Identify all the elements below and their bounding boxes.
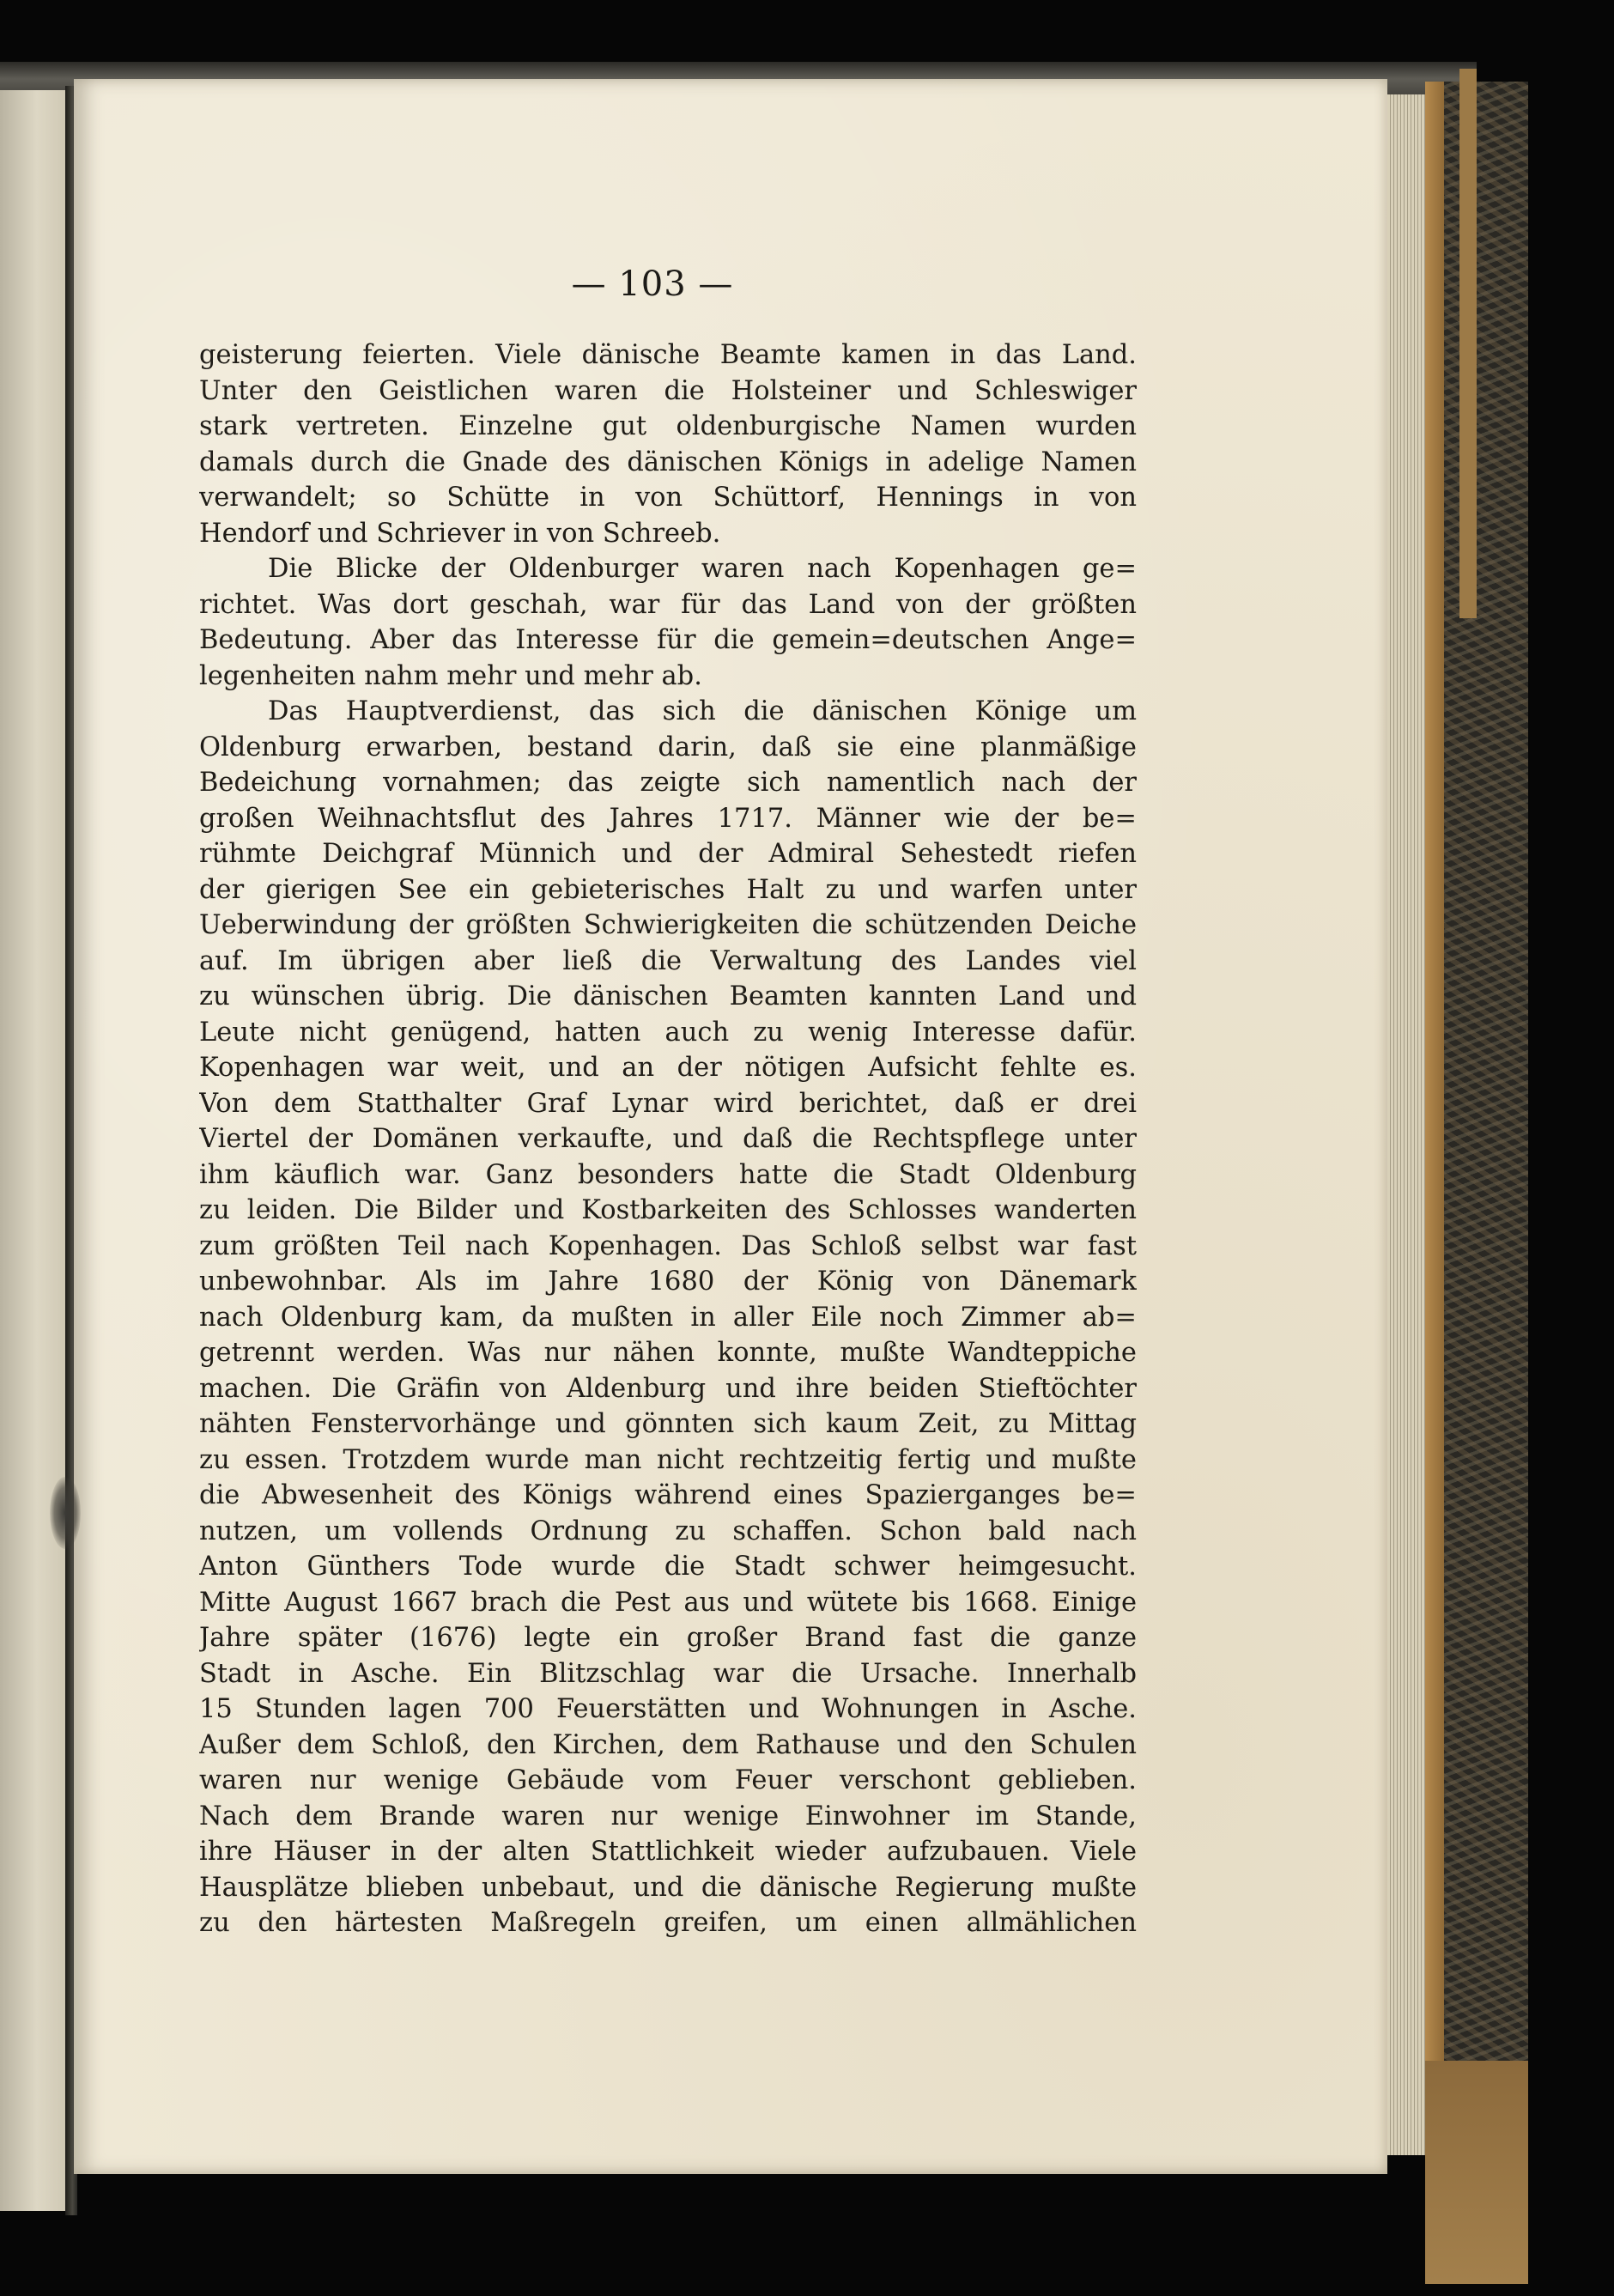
text-line: waren nur wenige Gebäude vom Feuer verschont geblieben. bbox=[199, 1765, 1137, 1795]
text-line: nähten Fenstervorhänge und gönnten sich kaum Zeit, zu Mittag bbox=[199, 1409, 1137, 1439]
text-line: Bedeichung vornahmen; das zeigte sich namentlich nach der bbox=[199, 768, 1137, 798]
text-line: Nach dem Brande waren nur wenige Einwohner im Stande, bbox=[199, 1801, 1137, 1831]
text-line: Das Hauptverdienst, das sich die dänischen Könige um bbox=[268, 696, 1137, 726]
text-line: machen. Die Gräfin von Aldenburg und ihre beiden Stieftöchter bbox=[199, 1373, 1137, 1404]
text-line: der gierigen See ein gebieterisches Halt zu und warfen unter bbox=[199, 874, 1137, 905]
text-line: rühmte Deichgraf Münnich und der Admiral Sehestedt riefen bbox=[199, 839, 1137, 869]
cover-leather-edge bbox=[1425, 82, 1444, 2280]
text-line: verwandelt; so Schütte in von Schüttorf, Hennings in von bbox=[199, 483, 1137, 513]
text-line: nutzen, um vollends Ordnung zu schaffen. Schon bald nach bbox=[199, 1515, 1137, 1546]
text-line: zu wünschen übrig. Die dänischen Beamten kannten Land und bbox=[199, 981, 1137, 1011]
text-line: großen Weihnachtsflut des Jahres 1717. Männer wie der be= bbox=[199, 803, 1137, 834]
text-line: geisterung feierten. Viele dänische Beamte kamen in das Land. bbox=[199, 340, 1137, 370]
text-line: zum größten Teil nach Kopenhagen. Das Schloß selbst war fast bbox=[199, 1230, 1137, 1261]
text-line: ihm käuflich war. Ganz besonders hatte die Stadt Oldenburg bbox=[199, 1159, 1137, 1190]
text-line: Jahre später (1676) legte ein großer Brand fast die ganze bbox=[199, 1623, 1137, 1653]
text-line: Von dem Statthalter Graf Lynar wird berichtet, daß er drei bbox=[199, 1088, 1137, 1119]
text-line: stark vertreten. Einzelne gut oldenburgische Namen wurden bbox=[199, 411, 1137, 441]
text-line: zu den härtesten Maßregeln greifen, um einen allmählichen bbox=[199, 1908, 1137, 1938]
cover-corner-leather bbox=[1459, 69, 1477, 618]
text-line: Kopenhagen war weit, und an der nötigen Aufsicht fehlte es. bbox=[199, 1053, 1137, 1083]
text-line: damals durch die Gnade des dänischen Königs in adelige Namen bbox=[199, 446, 1137, 477]
text-line: nach Oldenburg kam, da mußten in aller Eile noch Zimmer ab= bbox=[199, 1302, 1137, 1333]
text-line: Anton Günthers Tode wurde die Stadt schwer heimgesucht. bbox=[199, 1552, 1137, 1582]
text-line: Bedeutung. Aber das Interesse für die gemein=deutschen Ange= bbox=[199, 625, 1137, 655]
text-line: legenheiten nahm mehr und mehr ab. bbox=[199, 660, 702, 691]
text-line: Stadt in Asche. Ein Blitzschlag war die Ursache. Innerhalb bbox=[199, 1658, 1137, 1689]
text-line: Mitte August 1667 brach die Pest aus und wütete bis 1668. Einige bbox=[199, 1587, 1137, 1618]
text-line: zu essen. Trotzdem wurde man nicht rechtzeitig fertig und mußte bbox=[199, 1444, 1137, 1475]
text-line: Außer dem Schloß, den Kirchen, dem Rathause und den Schulen bbox=[199, 1729, 1137, 1760]
text-line: Hausplätze blieben unbebaut, und die dänische Regierung mußte bbox=[199, 1872, 1137, 1903]
text-line: ihre Häuser in der alten Stattlichkeit wieder aufzubauen. Viele bbox=[199, 1837, 1137, 1867]
text-line: Unter den Geistlichen waren die Holsteiner und Schleswiger bbox=[199, 375, 1137, 406]
text-line: Leute nicht genügend, hatten auch zu wenig Interesse dafür. bbox=[199, 1017, 1137, 1048]
text-line: Hendorf und Schriever in von Schreeb. bbox=[199, 518, 721, 549]
text-line: Ueberwindung der größten Schwierigkeiten die schützenden Deiche bbox=[199, 910, 1137, 940]
text-line: zu leiden. Die Bilder und Kostbarkeiten des Schlosses wanderten bbox=[199, 1195, 1137, 1225]
ink-stain bbox=[50, 1477, 81, 1549]
text-line: Viertel der Domänen verkaufte, und daß die Rechtspflege unter bbox=[199, 1124, 1137, 1154]
text-line: die Abwesenheit des Königs während eines Spazierganges be= bbox=[199, 1480, 1137, 1510]
text-line: Oldenburg erwarben, bestand darin, daß sie eine planmäßige bbox=[199, 732, 1137, 762]
page-number: — 103 — bbox=[571, 264, 734, 304]
cover-bottom-leather bbox=[1425, 2061, 1528, 2284]
page-stack-edges bbox=[1387, 94, 1425, 2155]
text-line: getrennt werden. Was nur nähen konnte, mußte Wandteppiche bbox=[199, 1338, 1137, 1368]
text-line: 15 Stunden lagen 700 Feuerstätten und Wohnungen in Asche. bbox=[199, 1694, 1137, 1724]
text-line: Die Blicke der Oldenburger waren nach Kopenhagen ge= bbox=[268, 554, 1137, 584]
previous-page-edge bbox=[0, 90, 70, 2211]
text-line: auf. Im übrigen aber ließ die Verwaltung des Landes viel bbox=[199, 945, 1137, 976]
text-line: richtet. Was dort geschah, war für das Land von der größten bbox=[199, 589, 1137, 620]
body-text bbox=[199, 337, 1137, 1941]
text-line: unbewohnbar. Als im Jahre 1680 der König von Dänemark bbox=[199, 1266, 1137, 1297]
